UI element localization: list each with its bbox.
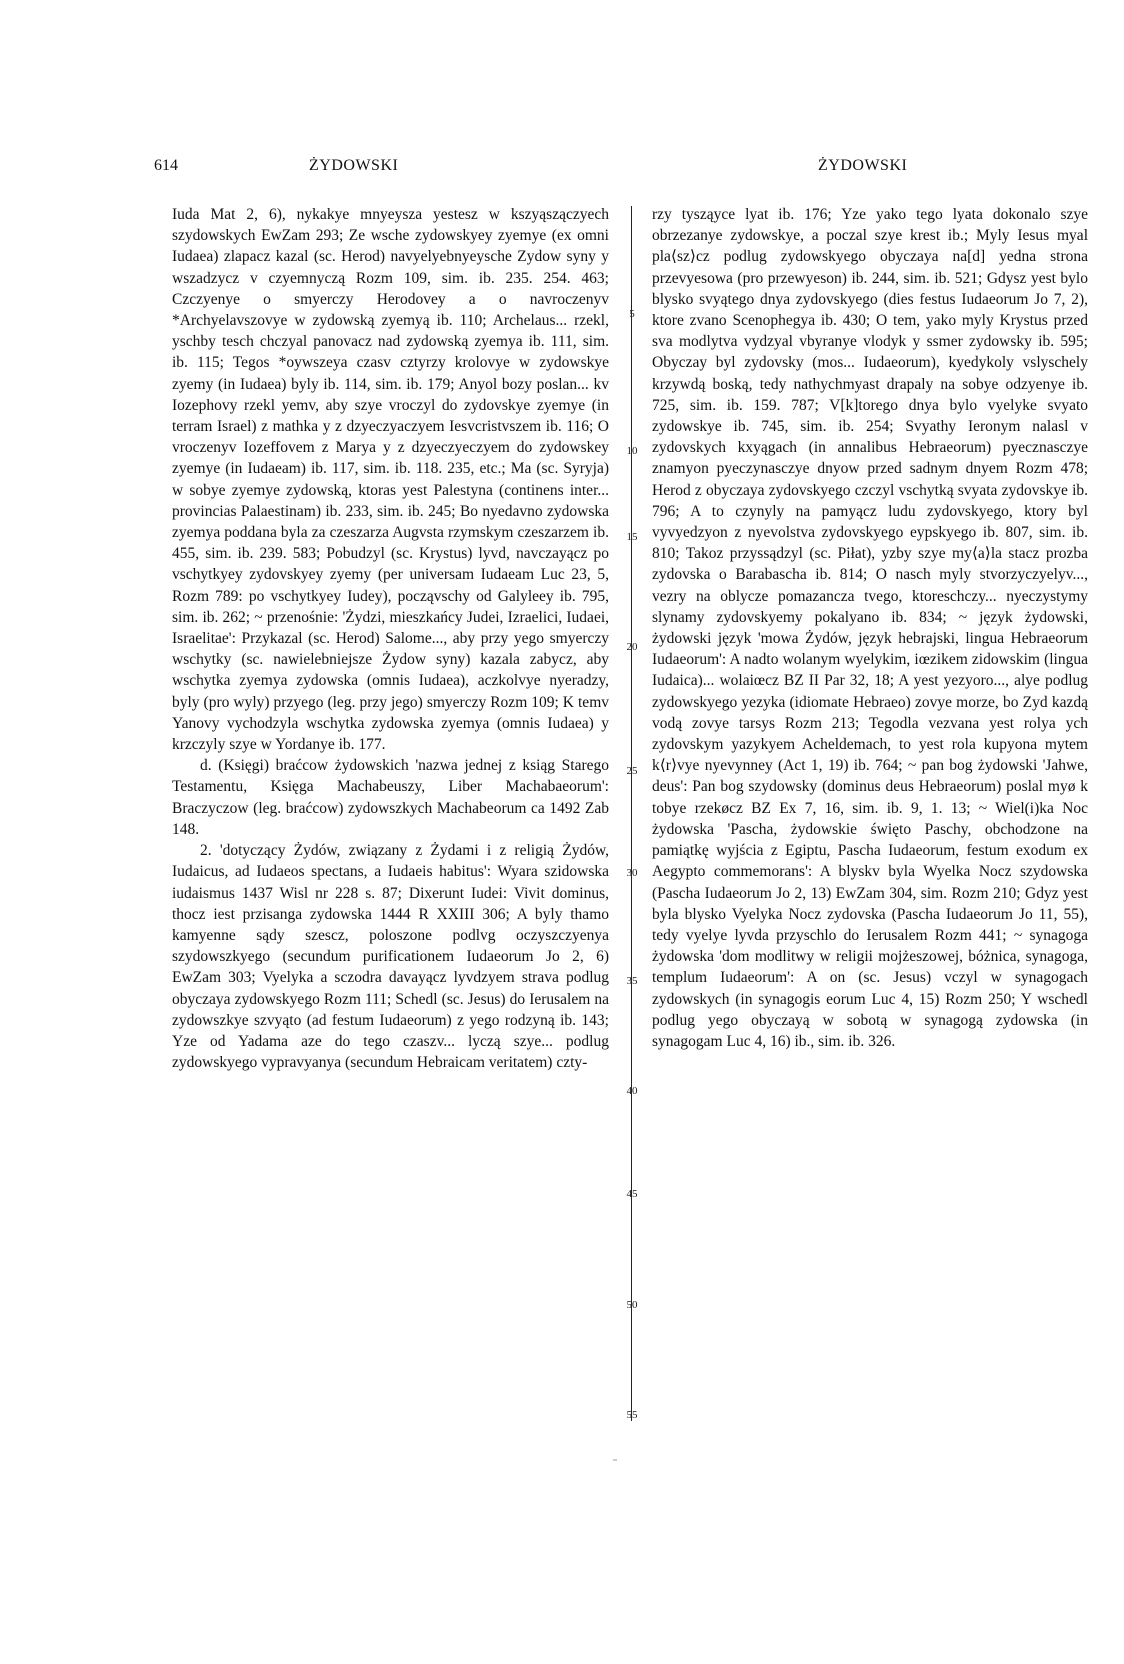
line-number-5: 5 [629,308,635,320]
line-number-30: 30 [626,867,638,879]
line-number-15: 15 [626,531,638,543]
left-paragraph-1: Iuda Mat 2, 6), nykakye mnyeysza yestesz w kszyąszączyech szydowskych EwZam 293; Ze wsche zydowskyey zyemye (ex omni Iudaea) zlapacz kazal (sc. Herod) navyelyebnyeysche Zydow syny y wszadzycz v czyemnyczą Rozm 109, sim. ib. 235. 254. 463; Czczyenye o smyerczy Herodovey a o navroczenyv *Archyelavszovye w zydowską zyemyą ib. 110; Archelaus... rzekl, yschby tesch chczyal panovacz nad zydowską zyemya ib. 111, sim. ib. 115; Tegos *oywszeya czasv cztyrzy krolovye w zydowskye zyemy (in Iudaea) byly ib. 114, sim. ib. 179; Anyol bozy poslan... kv Iozephovy rzekl yemv, aby szye vroczyl do zydovskye zyemye (in terram Israel) z mathka y z dzyeczyaczyem Iesvcristvszem ib. 116; O vroczenyv Iozeffovem z Marya y z dzyeczyeczyem do zydowskey zyemye (in Iudaeam) ib. 117, sim. ib. 118. 235, etc.; Ma (sc. Syryja) w sobye zyemye zydowską, ktoras yest Palestyna (continens inter... provincias Palaestinam) ib. 233, sim. ib. 245; Bo nyedavno zydowska zyemya poddana byla za czeszarza Augvsta rzymskym czeszarzem ib. 455, sim. ib. 239. 583; Pobudzyl (sc. Krystus) lyvd, navczayącz po vschytkyey zydovskyey zyemy (per universam Iudaeam Luc 23, 5, Rozm 789: po vschytkyey Iudey), począvschy od Galyleey ib. 795, sim. ib. 262; ~ przenośnie: 'Żydzi, mieszkańcy Judei, Izraelici, Iudaei, Israelitae': Przykazal (sc. Herod) Salome..., aby przy yego smyerczy wschytky (sc. nawielebniejsze Żydow syny) kazala zabycz, aby wschytka zyemya zydowska (omnis Iudaea), aczkolvye nyeradzy, byly (pro wyly) przyego (leg. przy jego) smyerczy Rozm 109; K temv Yanovy vychodzyla wschytka zydowska zyemya (omnis Iudaea) y krzczyly szye w Yordanye ib. 177. [172,206,609,754]
line-number-50: 50 [626,1299,638,1311]
right-column [652,204,1088,1052]
line-number-25: 25 [626,765,638,777]
line-number-20: 20 [626,641,638,653]
line-number-10: 10 [626,445,638,457]
left-paragraph-3: 2. 'dotyczący Żydów, związany z Żydami i z religią Żydów, Iudaicus, ad Iudaeos spectans, a Iudaeis habitus': Wyara szidowska iudaismus 1437 Wisl nr 228 s. 87; Dixerunt Iudei: Vivit dominus, thocz iest przisanga zydowska 1444 R XXIII 306; A byly thamo kamyenne sądy szescz, poloszone podlvg oczyszczyenya szydowszkyego (secundum purificationem Iudaeorum Jo 2, 6) EwZam 303; Vyelyka a sczodra davayącz lyvdzyem strava podlug obyczaya zydowskyego Rozm 111; Schedl (sc. Jesus) do Ierusalem na zydowszkye szvyąto (ad festum Iudaeorum) z yego rodzyną ib. 143; Yze od Yadama aze do tego czaszv... lyczą szye... podlug zydowskyego vypravyanya (secundum Hebraicam veritatem) czty- [172,842,609,1072]
scan-artifact [613,1459,617,1461]
left-paragraph-2: d. (Księgi) braćcow żydowskich 'nazwa jednej z ksiąg Starego Testamentu, Księga Machabeuszy, Liber Machabaeorum': Braczyczow (leg. braćcow) zydowszkych Machabeorum ca 1492 Zab 148. [172,757,609,838]
right-paragraph-1: rzy tysząyce lyat ib. 176; Yze yako tego lyata dokonalo szye obrzezanye zydowskye, a poczal szye krest ib.; Myly Iesus myal pla⟨sz⟩cz podlug zydowskyego obyczaya na[d] yedna strona przevyesowa (pro przewyeson) ib. 244, sim. ib. 521; Gdysz yest bylo blysko svyątego dnya zydovskyego (dies festus Iudaeorum Jo 7, 2), ktore zvano Scenophegya ib. 430; O tem, yako myly Krystus przed sva modlytva vydzyal vbyranye vlodyk y ssmer zydowsky ib. 595; Obyczay byl zydovsky (mos... Iudaeorum), kyedykoly vslyschely krzywdą boską, tedy nathychmyast drapaly na sobye odzyenye ib. 725, sim. ib. 159. 787; V[k]torego dnya bylo vyelyke svyato zydowskye ib. 745, sim. ib. 254; Svyathy Ieronym nalasl v zydovskych kxyągach (in annalibus Hebraeorum) pyecznasczye znamyon pyeczynasczye dnyow przed sadnym dnyem Rozm 478; Herod z obyczaya zydovskyego czczyl vschytką svyata zydovskye ib. 796; A to czynyly na pamyącz ludu zydovskyego, ktory byl vyvyedzyon z nyevolstva zydovskyego eypskyego ib. 807, sim. ib. 810; Takoz przyssądzyl (sc. Piłat), yzby szye my⟨a⟩la stacz prozba zydovska o Barabascha ib. 814; O nasch myly stvorzyczyelyv..., vezry na oblycze pomazancza tvego, ktoreschczy... nyeczystymy slynamy zydovskyemy pokalyano ib. 834; ~ język żydowski, żydowski język 'mowa Żydów, język hebrajski, lingua Hebraeorum Iudaeorum': A nadto wolanym wyelykim, iœzikem zidowskim (lingua Iudaica)... wolaiœcz BZ II Par 32, 18; A yest yezyoro..., alye podlug zydowskyego yezyka (idiomate Hebraeo) zovye morze, bo Zyd kazdą vodą zovye tarsys Rozm 213; Tegodla vezvana yest rolya ych zydovskym yazykyem Acheldemach, to yest rola kupyona mytem k⟨r⟩vye nyevynney (Act 1, 19) ib. 764; ~ pan bog żydowski 'Jahwe, deus': Pan bog szydowsky (dominus deus Hebraeorum) poslal myø k tobye rzekøcz BZ Ex 7, 16, sim. ib. 9, 1. 13; ~ Wiel(i)ka Noc żydowska 'Pascha, żydowskie święto Paschy, obchodzone na pamiątkę wyjścia z Egiptu, Pascha Iudaeorum, festum exodum ex Aegypto commemorans': A blyskv byla Wyelka Nocz szydowska (Pascha Iudaeorum Jo 2, 13) EwZam 304, sim. Rozm 210; Gdyz yest byla blysko Vyelyka Nocz zydovska (Pascha Iudaeorum Jo 11, 55), tedy vyelye lyvda przyschlo do Ierusalem Rozm 441; ~ synagoga żydowska 'dom modlitwy w religii mojżeszowej, bóżnica, synagoga, templum Iudaeorum': A on (sc. Jesus) vczyl w synagogach zydowskych (in synagogis eorum Luc 4, 15) Rozm 250; Y wschedl podlug yego obyczayą w sobotą w synagogą zydowska (in synagogam Luc 4, 16) ib., sim. ib. 326. [652,206,1088,1050]
page-number: 614 [154,157,178,174]
running-header [154,157,932,179]
line-number-35: 35 [626,975,638,987]
column-divider [631,206,632,1421]
line-number-45: 45 [626,1188,638,1200]
right-headword: ŻYDOWSKI [818,157,908,174]
left-headword: ŻYDOWSKI [309,157,399,174]
line-number-55: 55 [626,1409,638,1421]
left-column [172,204,609,1073]
line-number-40: 40 [626,1085,638,1097]
